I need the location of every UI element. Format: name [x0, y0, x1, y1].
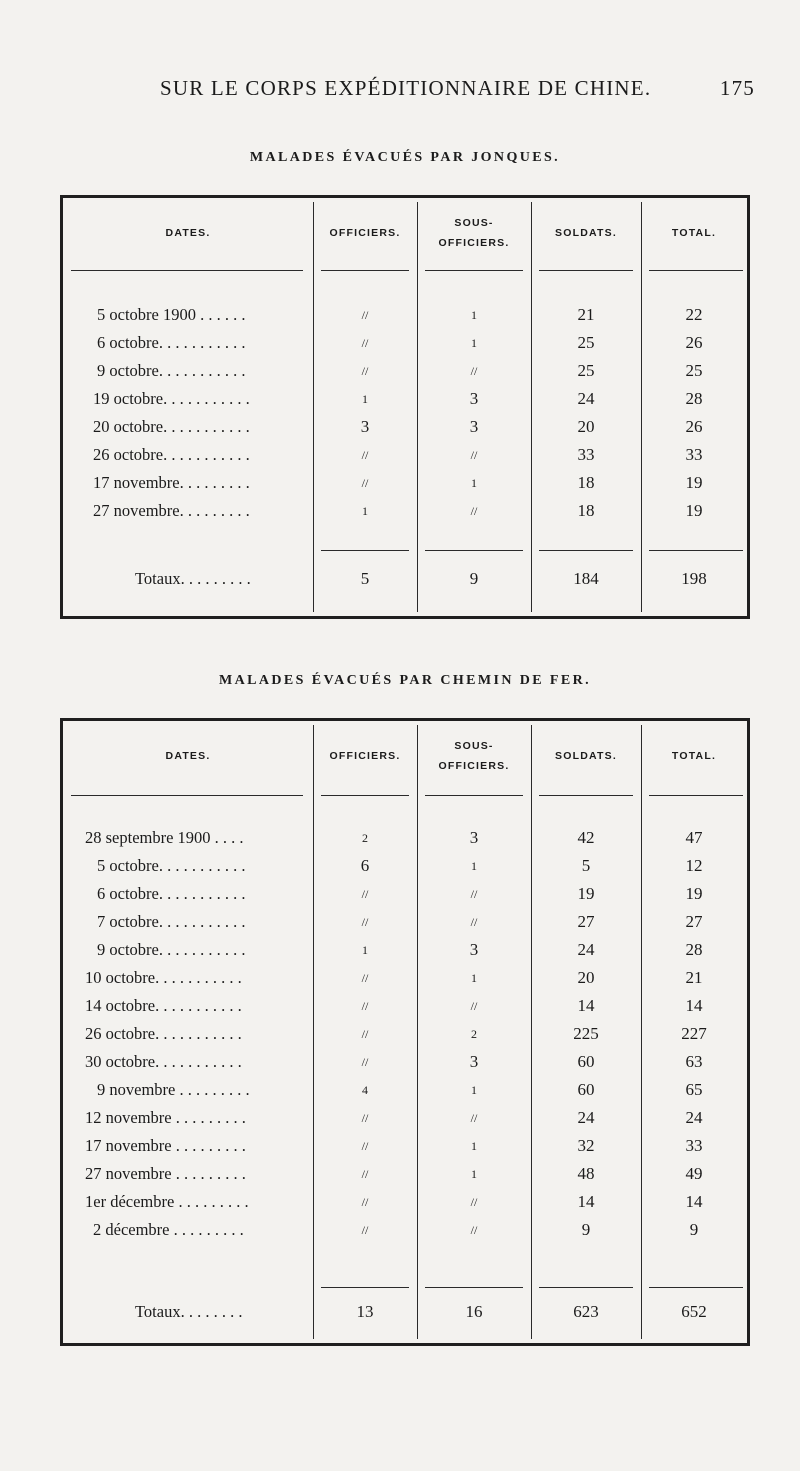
table-row: [63, 385, 747, 413]
row-date: 17 novembre . . . . . . . . .: [85, 1136, 246, 1155]
row-soldats: 225: [573, 1024, 599, 1043]
row-total: 28: [685, 389, 703, 408]
row-date: 2 décembre . . . . . . . . .: [93, 1220, 244, 1239]
row-date: 20 octobre. . . . . . . . . . .: [93, 417, 250, 436]
header-total: TOTAL.: [671, 227, 717, 239]
row-soldats: 25: [577, 361, 595, 380]
row-officiers: 4: [362, 1083, 368, 1097]
row-officiers: 1: [362, 504, 368, 518]
row-total: 28: [685, 940, 703, 959]
row-date: 9 octobre. . . . . . . . . . .: [97, 361, 246, 380]
row-soldats: 60: [577, 1052, 595, 1071]
row-soldats: 14: [577, 996, 595, 1015]
table-row: [63, 852, 747, 880]
table-caption-jonques: MALADES ÉVACUÉS PAR JONQUES.: [249, 150, 561, 165]
row-date: 10 octobre. . . . . . . . . . .: [85, 968, 242, 987]
table-header: [63, 198, 747, 268]
row-date: 9 novembre . . . . . . . . .: [97, 1080, 250, 1099]
table-row: [63, 469, 747, 497]
row-sous-officiers: 2: [471, 1027, 477, 1041]
row-sous-officiers: //: [470, 915, 478, 929]
row-officiers: 1: [362, 943, 368, 957]
totals-rule: [425, 550, 523, 551]
table-row: [63, 964, 747, 992]
table-caption-chemin-de-fer: MALADES ÉVACUÉS PAR CHEMIN DE FER.: [219, 673, 591, 688]
table-chemin-de-fer: [60, 718, 750, 1346]
row-officiers: //: [361, 476, 369, 490]
row-sous-officiers: 1: [471, 308, 477, 322]
row-officiers: //: [361, 308, 369, 322]
header-soldats: SOLDATS.: [555, 750, 617, 762]
row-officiers: //: [361, 448, 369, 462]
row-total: 12: [685, 856, 703, 875]
row-soldats: 14: [577, 1192, 595, 1211]
table-row: [63, 301, 747, 329]
totals-row: [63, 1298, 747, 1326]
header-rule: [321, 795, 409, 796]
row-sous-officiers: //: [470, 448, 478, 462]
header-rule: [425, 270, 523, 271]
row-sous-officiers: 1: [471, 476, 477, 490]
row-date: 19 octobre. . . . . . . . . . .: [93, 389, 250, 408]
row-total: 47: [685, 828, 703, 847]
row-soldats: 24: [577, 389, 595, 408]
row-sous-officiers: 3: [469, 940, 479, 959]
row-soldats: 25: [577, 333, 595, 352]
row-soldats: 19: [577, 884, 595, 903]
row-date: 14 octobre. . . . . . . . . . .: [85, 996, 242, 1015]
row-officiers: 3: [360, 417, 370, 436]
row-total: 21: [685, 968, 703, 987]
table-header: [63, 721, 747, 791]
header-total: TOTAL.: [671, 750, 717, 762]
row-soldats: 18: [577, 501, 595, 520]
row-date: 7 octobre. . . . . . . . . . .: [97, 912, 246, 931]
row-total: 33: [685, 1136, 703, 1155]
row-officiers: //: [361, 915, 369, 929]
totals-label: Totaux. . . . . . . .: [135, 1302, 243, 1321]
row-officiers: 1: [362, 392, 368, 406]
table-row: [63, 1188, 747, 1216]
totals-officiers: 13: [356, 1302, 374, 1321]
header-rule: [539, 795, 633, 796]
row-sous-officiers: 1: [471, 1083, 477, 1097]
row-date: 6 octobre. . . . . . . . . . .: [97, 333, 246, 352]
row-soldats: 60: [577, 1080, 595, 1099]
header-sous-officiers: SOUS-OFFICIERS.: [438, 740, 510, 772]
row-total: 27: [685, 912, 703, 931]
row-total: 49: [685, 1164, 703, 1183]
row-officiers: //: [361, 1167, 369, 1181]
header-dates: DATES.: [165, 227, 211, 239]
row-total: 65: [685, 1080, 703, 1099]
row-date: 30 octobre. . . . . . . . . . .: [85, 1052, 242, 1071]
row-sous-officiers: 3: [469, 417, 479, 436]
row-total: 14: [685, 996, 703, 1015]
totals-row: [63, 565, 747, 593]
row-sous-officiers: //: [470, 999, 478, 1013]
row-total: 33: [685, 445, 703, 464]
header-officiers: OFFICIERS.: [329, 227, 401, 239]
row-officiers: //: [361, 887, 369, 901]
row-date: 12 novembre . . . . . . . . .: [85, 1108, 246, 1127]
row-total: 9: [689, 1220, 699, 1239]
row-sous-officiers: //: [470, 504, 478, 518]
row-sous-officiers: 3: [469, 828, 479, 847]
row-sous-officiers: //: [470, 1111, 478, 1125]
row-soldats: 5: [581, 856, 591, 875]
totals-rule: [321, 550, 409, 551]
table-row: [63, 1020, 747, 1048]
header-rule: [649, 795, 743, 796]
row-total: 22: [685, 305, 703, 324]
row-officiers: //: [361, 364, 369, 378]
row-sous-officiers: 1: [471, 971, 477, 985]
totals-sous-officiers: 9: [469, 569, 479, 588]
totals-sous-officiers: 16: [465, 1302, 483, 1321]
row-soldats: 27: [577, 912, 595, 931]
totals-total: 198: [681, 569, 707, 588]
totals-rule: [425, 1287, 523, 1288]
header-dates: DATES.: [165, 750, 211, 762]
totals-total: 652: [681, 1302, 707, 1321]
header-officiers: OFFICIERS.: [329, 750, 401, 762]
row-sous-officiers: 1: [471, 1167, 477, 1181]
header-rule: [71, 270, 303, 271]
table-row: [63, 992, 747, 1020]
header-soldats: SOLDATS.: [555, 227, 617, 239]
row-soldats: 42: [577, 828, 595, 847]
row-date: 28 septembre 1900 . . . .: [85, 828, 244, 847]
row-sous-officiers: //: [470, 1223, 478, 1237]
totals-rule: [539, 550, 633, 551]
totals-officiers: 5: [360, 569, 370, 588]
row-sous-officiers: 3: [469, 1052, 479, 1071]
row-date: 5 octobre 1900 . . . . . .: [97, 305, 246, 324]
table-row: [63, 880, 747, 908]
row-officiers: //: [361, 1223, 369, 1237]
row-soldats: 24: [577, 1108, 595, 1127]
row-sous-officiers: 1: [471, 859, 477, 873]
page-number: 175: [719, 76, 755, 100]
totals-rule: [321, 1287, 409, 1288]
table-row: [63, 1104, 747, 1132]
row-total: 19: [685, 501, 703, 520]
row-officiers: 6: [360, 856, 370, 875]
row-soldats: 18: [577, 473, 595, 492]
table-row: [63, 908, 747, 936]
table-row: [63, 1160, 747, 1188]
row-soldats: 33: [577, 445, 595, 464]
table-row: [63, 1132, 747, 1160]
row-date: 9 octobre. . . . . . . . . . .: [97, 940, 246, 959]
table-row: [63, 824, 747, 852]
row-sous-officiers: 1: [471, 1139, 477, 1153]
header-rule: [425, 795, 523, 796]
table-row: [63, 1076, 747, 1104]
row-date: 17 novembre. . . . . . . . .: [93, 473, 250, 492]
row-soldats: 48: [577, 1164, 595, 1183]
header-rule: [539, 270, 633, 271]
running-head-title: SUR LE CORPS EXPÉDITIONNAIRE DE CHINE.: [160, 76, 652, 100]
header-rule: [71, 795, 303, 796]
header-rule: [649, 270, 743, 271]
row-total: 26: [685, 333, 703, 352]
row-sous-officiers: 1: [471, 336, 477, 350]
row-officiers: //: [361, 1111, 369, 1125]
row-officiers: //: [361, 1027, 369, 1041]
totals-rule: [649, 550, 743, 551]
table-row: [63, 1216, 747, 1244]
row-sous-officiers: 3: [469, 389, 479, 408]
row-total: 19: [685, 884, 703, 903]
row-total: 26: [685, 417, 703, 436]
table-row: [63, 413, 747, 441]
row-total: 25: [685, 361, 703, 380]
row-total: 227: [681, 1024, 707, 1043]
table-row: [63, 1048, 747, 1076]
totals-rule: [539, 1287, 633, 1288]
table-jonques: [60, 195, 750, 619]
row-total: 63: [685, 1052, 703, 1071]
row-date: 26 octobre. . . . . . . . . . .: [93, 445, 250, 464]
row-date: 26 octobre. . . . . . . . . . .: [85, 1024, 242, 1043]
totals-soldats: 184: [573, 569, 599, 588]
table-row: [63, 497, 747, 525]
row-officiers: //: [361, 999, 369, 1013]
row-date: 1er décembre . . . . . . . . .: [85, 1192, 249, 1211]
row-soldats: 24: [577, 940, 595, 959]
row-officiers: //: [361, 1055, 369, 1069]
row-date: 6 octobre. . . . . . . . . . .: [97, 884, 246, 903]
row-date: 27 novembre . . . . . . . . .: [85, 1164, 246, 1183]
row-officiers: //: [361, 971, 369, 985]
row-soldats: 9: [581, 1220, 591, 1239]
totals-rule: [649, 1287, 743, 1288]
row-officiers: 2: [362, 831, 368, 845]
header-rule: [321, 270, 409, 271]
row-officiers: //: [361, 1139, 369, 1153]
header-sous-officiers: SOUS-OFFICIERS.: [438, 217, 510, 249]
table-row: [63, 329, 747, 357]
row-officiers: //: [361, 336, 369, 350]
totals-soldats: 623: [573, 1302, 599, 1321]
row-officiers: //: [361, 1195, 369, 1209]
row-soldats: 21: [577, 305, 595, 324]
table-row: [63, 441, 747, 469]
table-row: [63, 357, 747, 385]
totals-label: Totaux. . . . . . . . .: [135, 569, 251, 588]
row-total: 19: [685, 473, 703, 492]
row-sous-officiers: //: [470, 1195, 478, 1209]
row-soldats: 20: [577, 417, 595, 436]
row-date: 27 novembre. . . . . . . . .: [93, 501, 250, 520]
row-total: 24: [685, 1108, 703, 1127]
row-sous-officiers: //: [470, 364, 478, 378]
row-soldats: 20: [577, 968, 595, 987]
row-total: 14: [685, 1192, 703, 1211]
row-sous-officiers: //: [470, 887, 478, 901]
row-soldats: 32: [577, 1136, 595, 1155]
table-row: [63, 936, 747, 964]
row-date: 5 octobre. . . . . . . . . . .: [97, 856, 246, 875]
